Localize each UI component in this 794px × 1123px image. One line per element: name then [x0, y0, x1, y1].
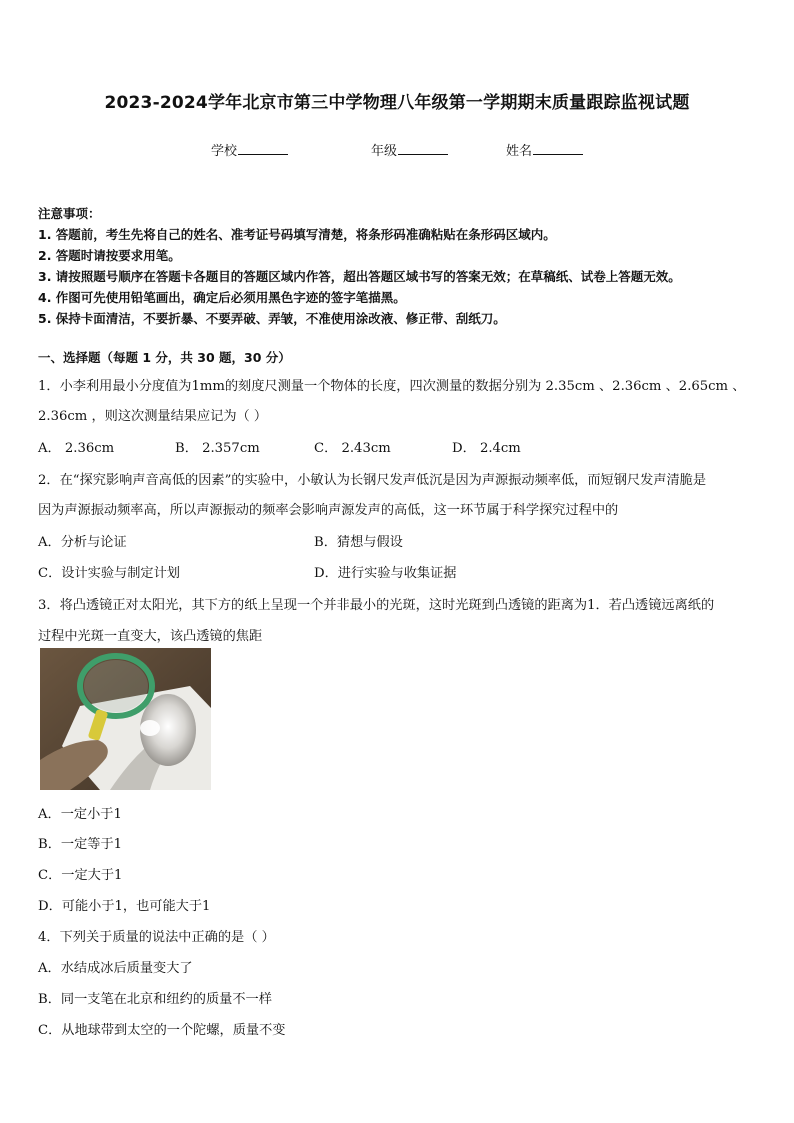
school-field: [211, 140, 288, 159]
q3-option-b: B．一定等于1: [38, 837, 123, 852]
q1-option-a: A． 2.36cm: [38, 441, 115, 456]
q2-option-b: B．猜想与假设: [314, 535, 403, 550]
q4-option-c: C．从地球带到太空的一个陀螺，质量不变: [38, 1023, 286, 1038]
q2-option-a: A．分析与论证: [38, 535, 127, 550]
q1-option-c: C． 2.43cm: [314, 441, 391, 456]
name-label: 姓名: [506, 144, 533, 159]
q3-option-a: A．一定小于1: [38, 807, 122, 822]
notes-item: 5. 保持卡面清洁，不要折暴、不要弄破、弄皱，不准使用涂改液、修正带、刮纸刀。: [38, 311, 506, 326]
q4-stem: 4．下列关于质量的说法中正确的是（ ）: [38, 930, 275, 945]
q1-stem-line1: 1．小李利用最小分度值为1mm的刻度尺测量一个物体的长度，四次测量的数据分别为 2.35cm 、2.36cm 、2.65cm 、: [38, 379, 746, 394]
grade-label: 年级: [371, 144, 398, 159]
school-label: 学校: [211, 144, 238, 159]
notes-heading: 注意事项：: [38, 206, 101, 221]
name-field: [506, 140, 583, 159]
grade-blank: [398, 142, 448, 155]
notes-item: 2. 答题时请按要求用笔。: [38, 248, 181, 263]
magnifier-photo: [40, 648, 211, 790]
q2-stem-line1: 2．在“探究影响声音高低的因素”的实验中，小敏认为长钢尺发声低沉是因为声源振动频率低，而短钢尺发声清脆是: [38, 473, 707, 488]
school-blank: [238, 142, 288, 155]
q2-option-c: C．设计实验与制定计划: [38, 566, 180, 581]
grade-field: [371, 140, 448, 159]
q1-stem-line2: 2.36cm ，则这次测量结果应记为（ ）: [38, 409, 268, 424]
q2-option-d: D．进行实验与收集证据: [314, 566, 457, 581]
exam-title: 2023-2024学年北京市第三中学物理八年级第一学期期末质量跟踪监视试题: [104, 93, 690, 113]
q1-option-b: B． 2.357cm: [175, 441, 260, 456]
q1-option-d: D． 2.4cm: [452, 441, 521, 456]
q4-option-b: B．同一支笔在北京和纽约的质量不一样: [38, 992, 272, 1007]
notes-section: [38, 203, 681, 329]
q3-stem-line2: 过程中光斑一直变大，该凸透镜的焦距: [38, 629, 263, 644]
notes-item: 3. 请按照题号顺序在答题卡各题目的答题区域内作答，超出答题区域书写的答案无效；在草稿纸、试卷上答题无效。: [38, 269, 681, 284]
q3-stem-line1: 3．将凸透镜正对太阳光，其下方的纸上呈现一个并非最小的光斑，这时光斑到凸透镜的距离为1．若凸透镜远离纸的: [38, 598, 715, 613]
q3-option-d: D．可能小于1，也可能大于1: [38, 899, 211, 914]
section-heading: 一、选择题（每题 1 分，共 30 题，30 分）: [38, 350, 291, 365]
q4-option-a: A．水结成冰后质量变大了: [38, 961, 193, 976]
q2-stem-line2: 因为声源振动频率高，所以声源振动的频率会影响声源发声的高低，这一环节属于科学探究过程中的: [38, 503, 619, 518]
q3-option-c: C．一定大于1: [38, 868, 123, 883]
name-blank: [533, 142, 583, 155]
notes-item: 4. 作图可先使用铅笔画出，确定后必须用黑色字迹的签字笔描黑。: [38, 290, 406, 305]
notes-item: 1. 答题前，考生先将自己的姓名、准考证号码填写清楚，将条形码准确粘贴在条形码区域内。: [38, 227, 556, 242]
